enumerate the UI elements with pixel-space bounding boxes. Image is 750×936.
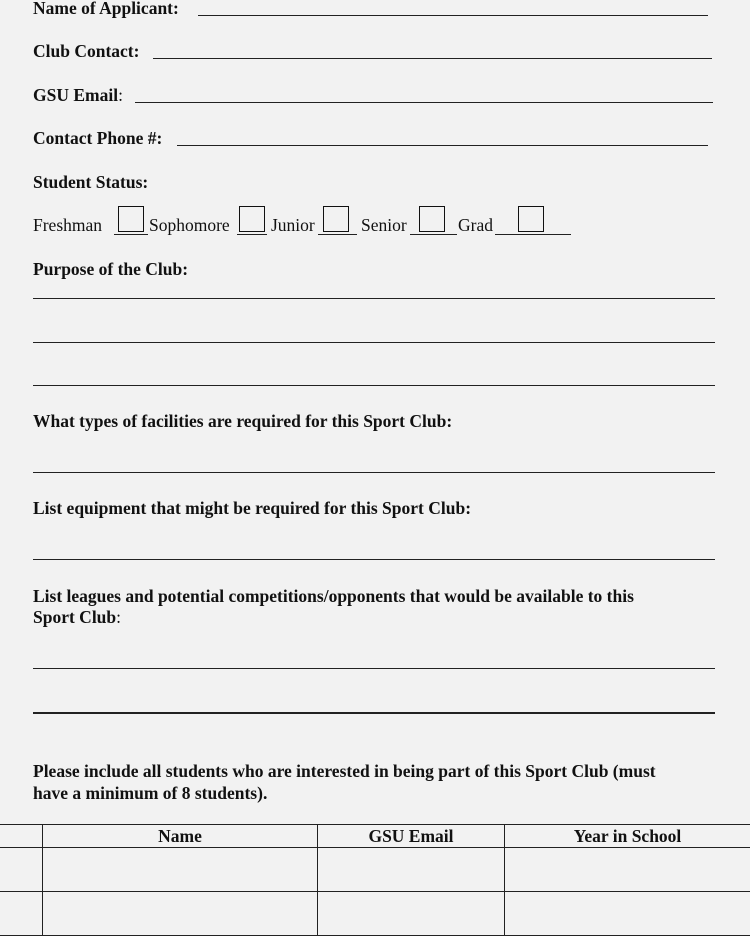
leagues-line-1[interactable] — [33, 668, 715, 669]
status-underline — [237, 234, 267, 235]
applicant-line[interactable] — [198, 15, 708, 16]
purpose-line-3[interactable] — [33, 385, 715, 386]
purpose-line-2[interactable] — [33, 342, 715, 343]
gsu-email-line[interactable] — [135, 102, 713, 103]
status-underline — [410, 234, 457, 235]
status-sophomore-label: Sophomore — [149, 215, 230, 235]
senior-checkbox[interactable] — [419, 206, 445, 232]
status-underline — [495, 234, 571, 235]
status-senior-label: Senior — [361, 215, 407, 235]
header-year-in-school: Year in School — [505, 825, 750, 848]
row-number-cell[interactable] — [0, 848, 43, 892]
table-row — [0, 848, 750, 892]
student-status-label: Student Status: — [33, 172, 149, 192]
grad-checkbox[interactable] — [518, 206, 544, 232]
leagues-label-line-2 — [33, 607, 121, 627]
include-students-line-1: Please include all students who are interested in being part of this Sport Club (must — [33, 761, 656, 781]
applicant-label: Name of Applicant: — [33, 0, 179, 18]
row-number-cell[interactable] — [0, 892, 43, 936]
status-junior-label: Junior — [271, 215, 315, 235]
freshman-checkbox[interactable] — [118, 206, 144, 232]
leagues-colon: : — [116, 607, 122, 627]
gsu-email-label-text: GSU Email — [33, 85, 119, 105]
gsu-email-label — [33, 85, 123, 105]
leagues-label-line-1: List leagues and potential competitions/opponents that would be available to this — [33, 586, 634, 606]
club-contact-label: Club Contact: — [33, 41, 140, 61]
student-roster-table — [0, 824, 750, 936]
junior-checkbox[interactable] — [323, 206, 349, 232]
name-cell[interactable] — [43, 848, 318, 892]
gsu-email-cell[interactable] — [318, 848, 505, 892]
year-cell[interactable] — [505, 848, 750, 892]
status-grad-label: Grad — [458, 215, 493, 235]
status-underline — [114, 234, 148, 235]
sophomore-checkbox[interactable] — [239, 206, 265, 232]
facilities-line[interactable] — [33, 472, 715, 473]
purpose-label: Purpose of the Club: — [33, 259, 189, 279]
table-header-row — [0, 825, 750, 848]
phone-label: Contact Phone #: — [33, 128, 163, 148]
facilities-label: What types of facilities are required for this Sport Club: — [33, 411, 453, 431]
status-freshman-label: Freshman — [33, 215, 103, 235]
year-cell[interactable] — [505, 892, 750, 936]
include-students-line-2: have a minimum of 8 students). — [33, 783, 268, 803]
name-cell[interactable] — [43, 892, 318, 936]
gsu-email-colon: : — [118, 85, 123, 105]
phone-line[interactable] — [177, 145, 708, 146]
equipment-label: List equipment that might be required for this Sport Club: — [33, 498, 472, 518]
leagues-label-text: Sport Club — [33, 607, 117, 627]
table-row — [0, 892, 750, 936]
purpose-line-1[interactable] — [33, 298, 715, 299]
header-name: Name — [43, 825, 318, 848]
equipment-line[interactable] — [33, 559, 715, 560]
club-contact-line[interactable] — [153, 58, 712, 59]
leagues-line-2[interactable] — [33, 712, 715, 714]
status-underline — [318, 234, 357, 235]
gsu-email-cell[interactable] — [318, 892, 505, 936]
header-number — [0, 825, 43, 848]
header-gsu-email: GSU Email — [318, 825, 505, 848]
